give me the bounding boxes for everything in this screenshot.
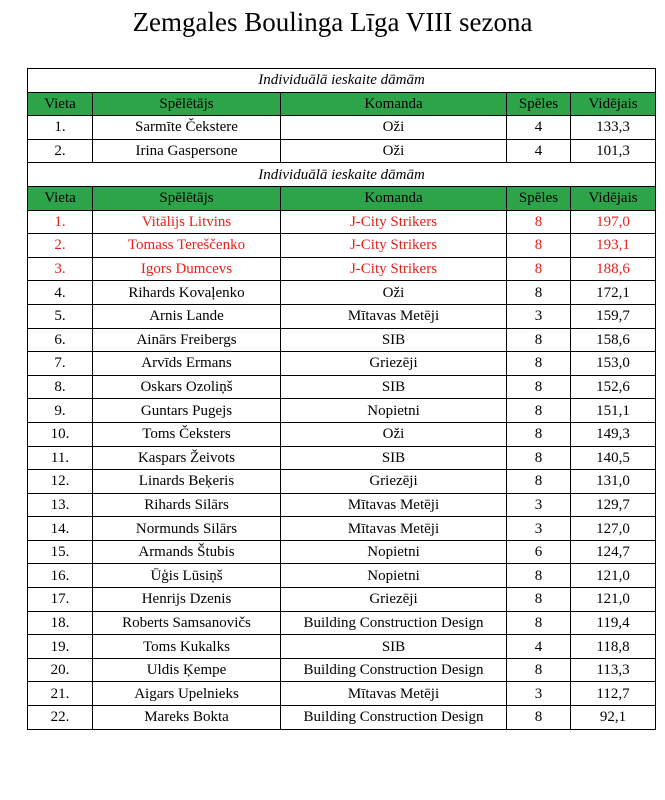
average-cell: 188,6 — [571, 257, 656, 281]
place-cell: 22. — [28, 706, 93, 730]
place-cell: 8. — [28, 375, 93, 399]
player-cell: Irina Gaspersone — [93, 139, 281, 163]
team-cell: SIB — [281, 375, 507, 399]
games-cell: 8 — [507, 658, 571, 682]
player-cell: Rihards Silārs — [93, 493, 281, 517]
games-cell: 8 — [507, 399, 571, 423]
games-cell: 8 — [507, 446, 571, 470]
column-header: Komanda — [281, 186, 507, 210]
section-title: Individuālā ieskaite dāmām — [28, 69, 656, 93]
average-cell: 193,1 — [571, 234, 656, 258]
column-header: Vieta — [28, 92, 93, 116]
average-cell: 133,3 — [571, 116, 656, 140]
player-cell: Tomass Tereščenko — [93, 234, 281, 258]
table-row — [28, 328, 656, 352]
place-cell: 21. — [28, 682, 93, 706]
games-cell: 8 — [507, 706, 571, 730]
team-cell: Griezēji — [281, 588, 507, 612]
games-cell: 8 — [507, 470, 571, 494]
team-cell: Mītavas Metēji — [281, 304, 507, 328]
player-cell: Ūģis Lūsiņš — [93, 564, 281, 588]
place-cell: 5. — [28, 304, 93, 328]
column-header: Komanda — [281, 92, 507, 116]
team-cell: Oži — [281, 281, 507, 305]
column-header-row — [28, 186, 656, 210]
table-row — [28, 116, 656, 140]
place-cell: 2. — [28, 234, 93, 258]
player-cell: Linards Beķeris — [93, 470, 281, 494]
games-cell: 4 — [507, 139, 571, 163]
table-row — [28, 682, 656, 706]
table-row — [28, 540, 656, 564]
average-cell: 131,0 — [571, 470, 656, 494]
player-cell: Ainārs Freibergs — [93, 328, 281, 352]
column-header: Spēlētājs — [93, 92, 281, 116]
place-cell: 10. — [28, 422, 93, 446]
games-cell: 8 — [507, 611, 571, 635]
column-header: Vieta — [28, 186, 93, 210]
table-row — [28, 564, 656, 588]
average-cell: 129,7 — [571, 493, 656, 517]
section-title-row — [28, 69, 656, 93]
table-row — [28, 422, 656, 446]
player-cell: Arvīds Ermans — [93, 352, 281, 376]
column-header: Vidējais — [571, 186, 656, 210]
games-cell: 8 — [507, 257, 571, 281]
player-cell: Toms Kukalks — [93, 635, 281, 659]
games-cell: 8 — [507, 422, 571, 446]
average-cell: 121,0 — [571, 564, 656, 588]
games-cell: 4 — [507, 116, 571, 140]
place-cell: 12. — [28, 470, 93, 494]
place-cell: 4. — [28, 281, 93, 305]
team-cell: Nopietni — [281, 399, 507, 423]
games-cell: 8 — [507, 588, 571, 612]
player-cell: Henrijs Dzenis — [93, 588, 281, 612]
team-cell: Mītavas Metēji — [281, 493, 507, 517]
place-cell: 9. — [28, 399, 93, 423]
table-row — [28, 139, 656, 163]
games-cell: 3 — [507, 517, 571, 541]
place-cell: 2. — [28, 139, 93, 163]
average-cell: 149,3 — [571, 422, 656, 446]
games-cell: 6 — [507, 540, 571, 564]
team-cell: J-City Strikers — [281, 234, 507, 258]
average-cell: 121,0 — [571, 588, 656, 612]
table-row — [28, 399, 656, 423]
table-row — [28, 517, 656, 541]
team-cell: Building Construction Design — [281, 658, 507, 682]
player-cell: Uldis Ķempe — [93, 658, 281, 682]
table-row — [28, 470, 656, 494]
table-row — [28, 210, 656, 234]
average-cell: 153,0 — [571, 352, 656, 376]
player-cell: Toms Čeksters — [93, 422, 281, 446]
place-cell: 3. — [28, 257, 93, 281]
player-cell: Guntars Pugejs — [93, 399, 281, 423]
place-cell: 13. — [28, 493, 93, 517]
games-cell: 8 — [507, 234, 571, 258]
average-cell: 119,4 — [571, 611, 656, 635]
column-header-row — [28, 92, 656, 116]
team-cell: Building Construction Design — [281, 611, 507, 635]
games-cell: 8 — [507, 328, 571, 352]
place-cell: 16. — [28, 564, 93, 588]
team-cell: SIB — [281, 328, 507, 352]
table-row — [28, 658, 656, 682]
team-cell: Nopietni — [281, 540, 507, 564]
table-row — [28, 446, 656, 470]
player-cell: Normunds Silārs — [93, 517, 281, 541]
place-cell: 7. — [28, 352, 93, 376]
column-header: Spēles — [507, 186, 571, 210]
place-cell: 15. — [28, 540, 93, 564]
table-row — [28, 588, 656, 612]
player-cell: Armands Štubis — [93, 540, 281, 564]
column-header: Vidējais — [571, 92, 656, 116]
standings-table — [27, 68, 656, 730]
player-cell: Arnis Lande — [93, 304, 281, 328]
average-cell: 118,8 — [571, 635, 656, 659]
player-cell: Rihards Kovaļenko — [93, 281, 281, 305]
average-cell: 158,6 — [571, 328, 656, 352]
table-row — [28, 304, 656, 328]
place-cell: 19. — [28, 635, 93, 659]
section-title-row — [28, 163, 656, 187]
table-row — [28, 611, 656, 635]
table-row — [28, 352, 656, 376]
place-cell: 11. — [28, 446, 93, 470]
player-cell: Vitālijs Litvins — [93, 210, 281, 234]
average-cell: 197,0 — [571, 210, 656, 234]
section-title: Individuālā ieskaite dāmām — [28, 163, 656, 187]
player-cell: Roberts Samsanovičs — [93, 611, 281, 635]
team-cell: Oži — [281, 116, 507, 140]
place-cell: 6. — [28, 328, 93, 352]
average-cell: 101,3 — [571, 139, 656, 163]
team-cell: Nopietni — [281, 564, 507, 588]
table-row — [28, 493, 656, 517]
player-cell: Igors Dumcevs — [93, 257, 281, 281]
average-cell: 172,1 — [571, 281, 656, 305]
team-cell: Oži — [281, 139, 507, 163]
table-row — [28, 635, 656, 659]
average-cell: 151,1 — [571, 399, 656, 423]
column-header: Spēlētājs — [93, 186, 281, 210]
player-cell: Mareks Bokta — [93, 706, 281, 730]
player-cell: Kaspars Žeivots — [93, 446, 281, 470]
team-cell: Building Construction Design — [281, 706, 507, 730]
place-cell: 20. — [28, 658, 93, 682]
games-cell: 8 — [507, 281, 571, 305]
place-cell: 17. — [28, 588, 93, 612]
player-cell: Sarmīte Čekstere — [93, 116, 281, 140]
average-cell: 92,1 — [571, 706, 656, 730]
games-cell: 8 — [507, 564, 571, 588]
average-cell: 140,5 — [571, 446, 656, 470]
place-cell: 1. — [28, 210, 93, 234]
team-cell: SIB — [281, 635, 507, 659]
games-cell: 8 — [507, 375, 571, 399]
table-row — [28, 234, 656, 258]
table-row — [28, 706, 656, 730]
team-cell: J-City Strikers — [281, 257, 507, 281]
table-row — [28, 257, 656, 281]
average-cell: 113,3 — [571, 658, 656, 682]
team-cell: Mītavas Metēji — [281, 682, 507, 706]
games-cell: 3 — [507, 493, 571, 517]
average-cell: 124,7 — [571, 540, 656, 564]
player-cell: Oskars Ozoliņš — [93, 375, 281, 399]
team-cell: Griezēji — [281, 470, 507, 494]
games-cell: 3 — [507, 682, 571, 706]
games-cell: 3 — [507, 304, 571, 328]
games-cell: 8 — [507, 352, 571, 376]
team-cell: Oži — [281, 422, 507, 446]
average-cell: 127,0 — [571, 517, 656, 541]
games-cell: 4 — [507, 635, 571, 659]
table-row — [28, 375, 656, 399]
games-cell: 8 — [507, 210, 571, 234]
place-cell: 1. — [28, 116, 93, 140]
player-cell: Aigars Upelnieks — [93, 682, 281, 706]
table-row — [28, 281, 656, 305]
team-cell: Mītavas Metēji — [281, 517, 507, 541]
average-cell: 152,6 — [571, 375, 656, 399]
place-cell: 14. — [28, 517, 93, 541]
team-cell: Griezēji — [281, 352, 507, 376]
column-header: Spēles — [507, 92, 571, 116]
page-title: Zemgales Boulinga Līga VIII sezona — [132, 7, 533, 37]
team-cell: SIB — [281, 446, 507, 470]
average-cell: 112,7 — [571, 682, 656, 706]
team-cell: J-City Strikers — [281, 210, 507, 234]
average-cell: 159,7 — [571, 304, 656, 328]
place-cell: 18. — [28, 611, 93, 635]
